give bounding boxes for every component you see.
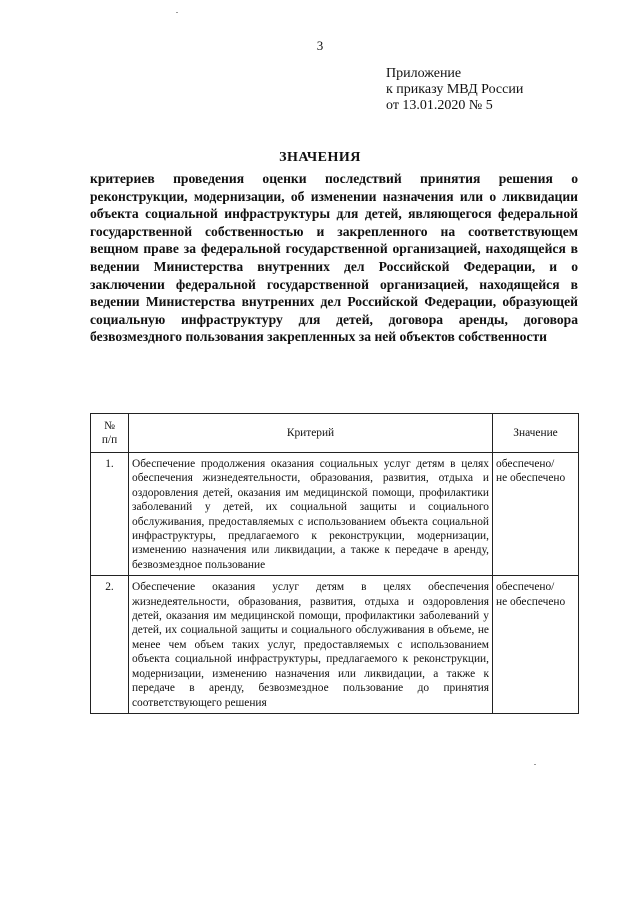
appendix-block <box>386 66 523 114</box>
row-number: 1. <box>91 453 129 576</box>
header-number-line-1: № <box>104 419 115 432</box>
row-criterion: Обеспечение продолжения оказания социальных услуг детям в целях обеспечения жизнедеятельности, образования, развития, отдыха и оздоровления детей, оказания им медицинской помощи, профилактики заболеваний у детей, их социальной защиты и социального обслуживания, предоставляемых с использованием объекта социальной инфраструктуры, предлагаемого к реконструкции, модернизации, изменению назначения или ликвидации, а также к передаче в аренду, безвозмездное пользование <box>129 453 493 576</box>
appendix-line-3: от 13.01.2020 № 5 <box>386 98 493 113</box>
document-title: ЗНАЧЕНИЯ <box>279 150 361 165</box>
row-value-line-1: обеспечено/ <box>496 581 555 594</box>
row-value-line-2: не обеспечено <box>496 595 566 608</box>
row-number: 2. <box>91 576 129 714</box>
appendix-line-2: к приказу МВД России <box>386 82 524 97</box>
scan-speck <box>176 12 178 13</box>
table-header-row <box>91 414 579 453</box>
row-value <box>493 453 579 576</box>
table-row <box>91 576 579 714</box>
document-subtitle: критериев проведения оценки последствий принятия решения о реконструкции, модернизации, об изменении назначения или о ликвидации объекта социальной инфраструктуры для детей, являющегося федеральной государственной собственностью и закрепленного на соответствующем вещном праве за федеральной государственной организацией, находящейся в ведении Министерства внутренних дел Российской Федерации, и о заключении федеральной государственной организацией, находящейся в ведении Министерства внутренних дел Российской Федерации, образующей социальную инфраструктуру для детей, договора аренды, договора безвозмездного пользования закрепленных за ней объектов собственности <box>90 171 578 345</box>
header-criterion: Критерий <box>129 414 493 453</box>
header-number <box>91 414 129 453</box>
table-row <box>91 453 579 576</box>
row-value-line-2: не обеспечено <box>496 472 566 485</box>
row-value <box>493 576 579 714</box>
header-number-line-2: п/п <box>101 434 118 446</box>
scan-speck <box>534 764 536 765</box>
row-value-line-1: обеспечено/ <box>496 458 555 470</box>
criteria-table <box>90 413 579 714</box>
appendix-line-1: Приложение <box>386 66 462 81</box>
header-value: Значение <box>493 414 579 453</box>
page-number: 3 <box>316 38 324 53</box>
row-criterion: Обеспечение оказания услуг детям в целях обеспечения жизнедеятельности, образования, развития, отдыха и оздоровления детей, оказания им медицинской помощи, профилактики заболеваний у детей, их социальной защиты и социального обслуживания в объеме, не менее чем объем таких услуг, предоставляемых с использованием объекта социальной инфраструктуры, предлагаемого к реконструкции, модернизации, изменению назначения или ликвидации, а также к передаче в аренду, безвозмездное пользование до принятия соответствующего решения <box>129 576 493 714</box>
